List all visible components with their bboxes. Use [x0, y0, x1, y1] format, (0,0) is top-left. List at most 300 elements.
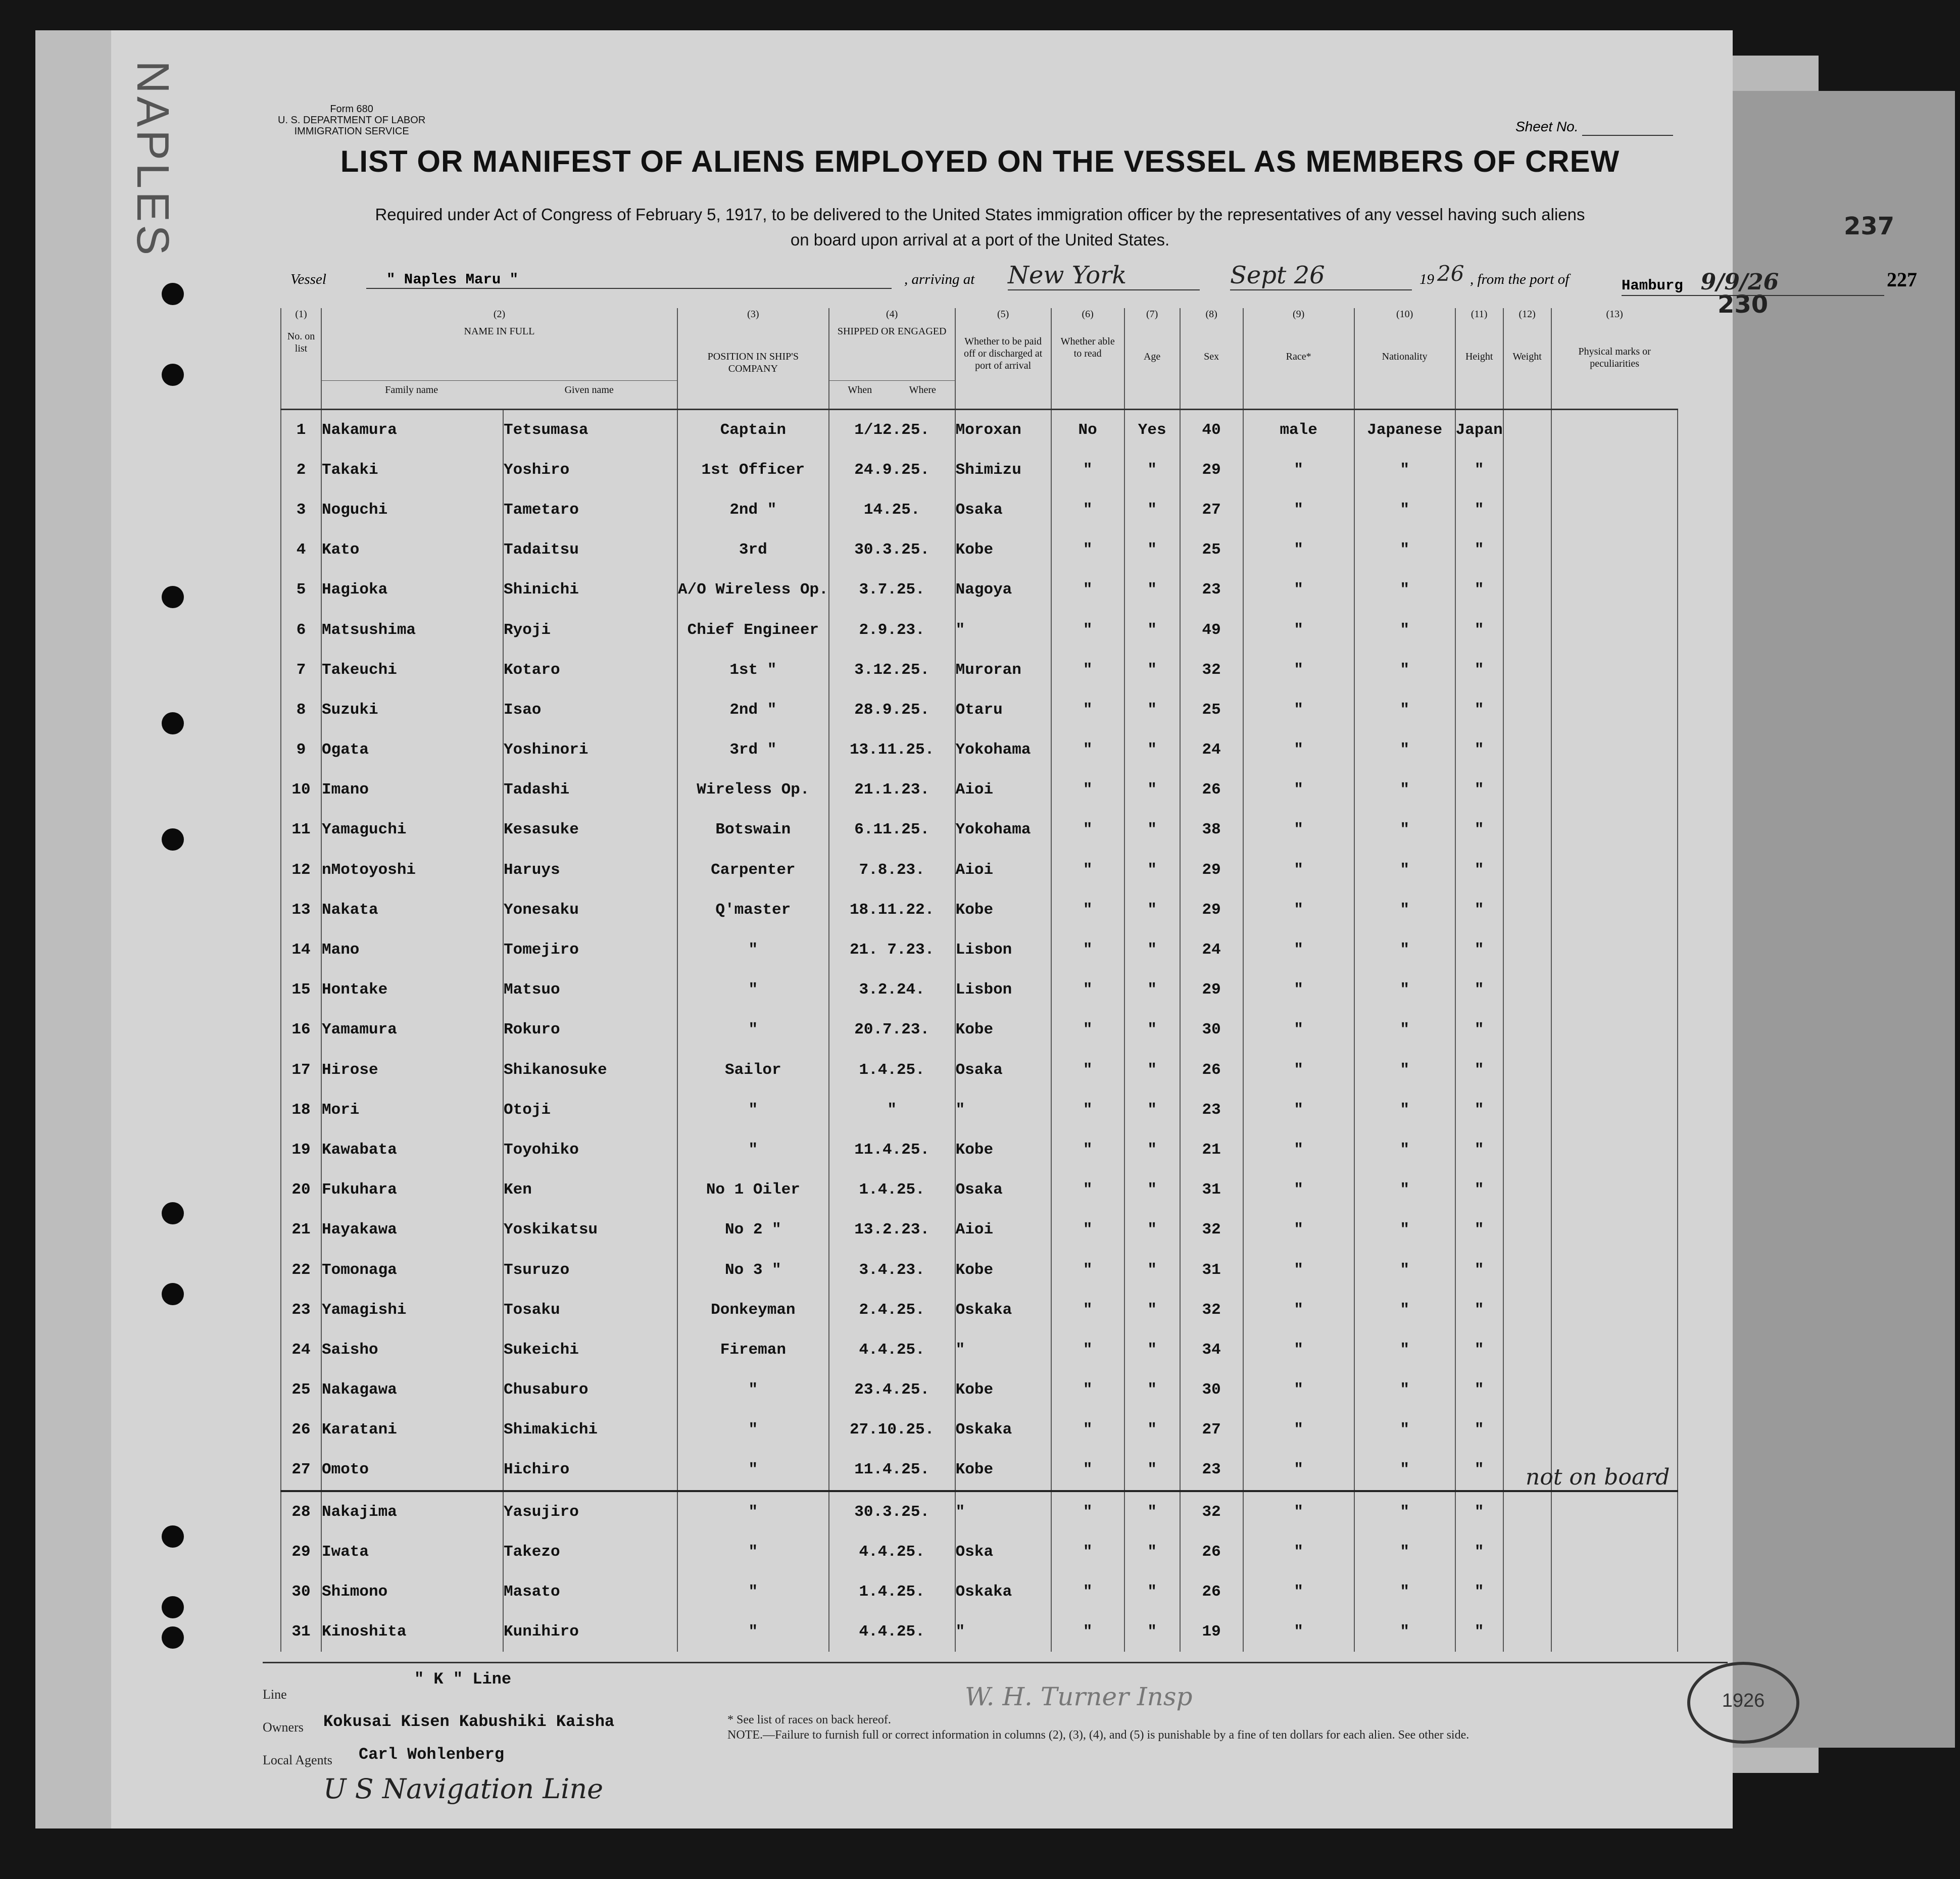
position-cell: Fireman — [677, 1330, 829, 1370]
given-name-cell: Yonesaku — [503, 890, 677, 930]
family-name-cell: Takeuchi — [321, 650, 503, 690]
shipped-where-cell: Kobe — [955, 1450, 1051, 1491]
able-to-read-cell: Yes — [1124, 409, 1180, 450]
sex-cell: " — [1243, 1612, 1354, 1652]
sex-cell: " — [1243, 610, 1354, 650]
shipped-where-cell: Yokohama — [955, 730, 1051, 770]
row-number-cell: 13 — [281, 890, 321, 930]
sex-cell: " — [1243, 1170, 1354, 1210]
race-cell: " — [1354, 1010, 1455, 1050]
given-name-cell: Matsuo — [503, 970, 677, 1010]
table-row — [281, 409, 1678, 450]
paid-off-cell: " — [1051, 530, 1124, 570]
shipped-where-cell: Kobe — [955, 1130, 1051, 1170]
able-to-read-cell: " — [1124, 850, 1180, 890]
able-to-read-cell: " — [1124, 970, 1180, 1010]
shipped-where-cell: Shimizu — [955, 450, 1051, 490]
position-cell: " — [677, 1010, 829, 1050]
able-to-read-cell: " — [1124, 730, 1180, 770]
family-name-cell: Yamaguchi — [321, 810, 503, 850]
table-row — [281, 1532, 1678, 1572]
race-cell: " — [1354, 1410, 1455, 1450]
shipped-where-cell: " — [955, 1612, 1051, 1652]
sex-cell: " — [1243, 1210, 1354, 1250]
able-to-read-cell: " — [1124, 930, 1180, 970]
punch-hole — [162, 586, 184, 608]
race-cell: " — [1354, 1370, 1455, 1410]
able-to-read-cell: " — [1124, 1532, 1180, 1572]
weight-cell — [1551, 1370, 1678, 1410]
age-cell: 34 — [1180, 1330, 1243, 1370]
age-cell: 29 — [1180, 970, 1243, 1010]
agents-label: Local Agents — [263, 1753, 332, 1767]
shipped-where-cell: Lisbon — [955, 970, 1051, 1010]
given-name-cell: Shimakichi — [503, 1410, 677, 1450]
race-cell: " — [1354, 1170, 1455, 1210]
shipped-where-cell: Osaka — [955, 1170, 1051, 1210]
shipped-when-cell: 20.7.23. — [829, 1010, 955, 1050]
shipped-when-cell: 13.2.23. — [829, 1210, 955, 1250]
paid-off-cell: " — [1051, 610, 1124, 650]
sex-cell: " — [1243, 1010, 1354, 1050]
given-name-cell: Yasujiro — [503, 1491, 677, 1532]
age-cell: 31 — [1180, 1170, 1243, 1210]
able-to-read-cell: " — [1124, 1370, 1180, 1410]
weight-cell — [1551, 1410, 1678, 1450]
punch-hole — [162, 1283, 184, 1305]
sex-cell: " — [1243, 490, 1354, 530]
age-cell: 31 — [1180, 1250, 1243, 1290]
weight-cell — [1551, 650, 1678, 690]
shipped-where-cell: Lisbon — [955, 930, 1051, 970]
family-name-cell: Hagioka — [321, 570, 503, 610]
punch-hole — [162, 712, 184, 734]
owners-value: Kokusai Kisen Kabushiki Kaisha — [323, 1712, 615, 1731]
race-cell: " — [1354, 1450, 1455, 1491]
nationality-cell: " — [1455, 490, 1503, 530]
able-to-read-cell: " — [1124, 1491, 1180, 1532]
nationality-cell: " — [1455, 690, 1503, 730]
race-cell: " — [1354, 850, 1455, 890]
able-to-read-cell: " — [1124, 1612, 1180, 1652]
height-cell — [1503, 1290, 1551, 1330]
age-cell: 23 — [1180, 1450, 1243, 1491]
shipped-where-cell: " — [955, 610, 1051, 650]
age-cell: 24 — [1180, 730, 1243, 770]
crew-manifest-table — [280, 308, 1678, 1652]
vessel-label: Vessel — [290, 271, 326, 287]
nationality-cell: " — [1455, 970, 1503, 1010]
given-name-cell: Kesasuke — [503, 810, 677, 850]
sex-cell: " — [1243, 1290, 1354, 1330]
position-cell: Captain — [677, 409, 829, 450]
position-cell: " — [677, 1612, 829, 1652]
able-to-read-cell: " — [1124, 1410, 1180, 1450]
family-name-cell: Hontake — [321, 970, 503, 1010]
nationality-cell: " — [1455, 1450, 1503, 1491]
paid-off-cell: " — [1051, 1612, 1124, 1652]
table-row — [281, 690, 1678, 730]
able-to-read-cell: " — [1124, 650, 1180, 690]
race-cell: " — [1354, 610, 1455, 650]
vessel-line — [290, 261, 1917, 295]
sex-cell: " — [1243, 1130, 1354, 1170]
sheet-number-label: Sheet No. — [1515, 119, 1673, 136]
shipped-when-cell: 3.4.23. — [829, 1250, 955, 1290]
table-row — [281, 650, 1678, 690]
departure-date: 9/9/26 — [1700, 269, 1779, 295]
sex-cell: " — [1243, 1370, 1354, 1410]
weight-cell — [1551, 890, 1678, 930]
nationality-cell: Japan — [1455, 409, 1503, 450]
weight-cell — [1551, 1612, 1678, 1652]
side-port-stamp: NAPLES — [127, 61, 178, 259]
given-name-cell: Chusaburo — [503, 1370, 677, 1410]
col-header-read: (6) Whether able to read — [1051, 308, 1124, 409]
shipped-when-cell: 4.4.25. — [829, 1612, 955, 1652]
height-cell — [1503, 770, 1551, 810]
age-cell: 25 — [1180, 530, 1243, 570]
race-cell: " — [1354, 730, 1455, 770]
sex-cell: " — [1243, 970, 1354, 1010]
given-name-cell: Tadaitsu — [503, 530, 677, 570]
paid-off-cell: " — [1051, 1290, 1124, 1330]
family-name-cell: nMotoyoshi — [321, 850, 503, 890]
weight-cell — [1551, 810, 1678, 850]
given-name-cell: Tosaku — [503, 1290, 677, 1330]
able-to-read-cell: " — [1124, 890, 1180, 930]
age-cell: 32 — [1180, 1210, 1243, 1250]
row-number-cell: 11 — [281, 810, 321, 850]
height-cell — [1503, 690, 1551, 730]
col-header-name: (2) NAME IN FULL Family name Given name — [321, 308, 677, 409]
shipped-when-cell: 11.4.25. — [829, 1450, 955, 1491]
given-name-cell: Toyohiko — [503, 1130, 677, 1170]
row-number-cell: 8 — [281, 690, 321, 730]
shipped-when-cell: 18.11.22. — [829, 890, 955, 930]
race-cell: " — [1354, 690, 1455, 730]
shipped-when-cell: 23.4.25. — [829, 1370, 955, 1410]
row-number-cell: 17 — [281, 1050, 321, 1090]
race-cell: " — [1354, 1290, 1455, 1330]
races-note: * See list of races on back hereof. — [727, 1713, 891, 1726]
shipped-where-cell: Otaru — [955, 690, 1051, 730]
table-row — [281, 1290, 1678, 1330]
sex-cell: " — [1243, 570, 1354, 610]
age-cell: 25 — [1180, 690, 1243, 730]
weight-cell — [1551, 770, 1678, 810]
nationality-cell: " — [1455, 1330, 1503, 1370]
shipped-when-cell: 1.4.25. — [829, 1050, 955, 1090]
family-name-cell: Omoto — [321, 1450, 503, 1491]
race-cell: " — [1354, 770, 1455, 810]
row-number-cell: 21 — [281, 1210, 321, 1250]
row-number-cell: 28 — [281, 1491, 321, 1532]
row-number-cell: 3 — [281, 490, 321, 530]
age-cell: 29 — [1180, 890, 1243, 930]
row-27-note: not on board — [1526, 1464, 1670, 1490]
position-cell: A/O Wireless Op. — [677, 570, 829, 610]
paid-off-cell: " — [1051, 1450, 1124, 1491]
family-name-cell: Kawabata — [321, 1130, 503, 1170]
paid-off-cell: " — [1051, 1330, 1124, 1370]
col-header-weight: (12) Weight — [1503, 308, 1551, 409]
row-number-cell: 15 — [281, 970, 321, 1010]
shipped-where-cell: Kobe — [955, 530, 1051, 570]
nationality-cell: " — [1455, 1010, 1503, 1050]
given-name-cell: Ryoji — [503, 610, 677, 650]
able-to-read-cell: " — [1124, 1290, 1180, 1330]
position-cell: " — [677, 1450, 829, 1491]
paid-off-cell: " — [1051, 1250, 1124, 1290]
shipped-when-cell: 7.8.23. — [829, 850, 955, 890]
sex-cell: " — [1243, 1572, 1354, 1612]
sex-cell: " — [1243, 1250, 1354, 1290]
position-cell: " — [677, 1090, 829, 1130]
family-name-cell: Mano — [321, 930, 503, 970]
weight-cell — [1551, 450, 1678, 490]
table-row — [281, 450, 1678, 490]
row-number-cell: 2 — [281, 450, 321, 490]
sex-cell: " — [1243, 1330, 1354, 1370]
table-row — [281, 930, 1678, 970]
paid-off-cell: " — [1051, 1010, 1124, 1050]
shipped-when-cell: 4.4.25. — [829, 1532, 955, 1572]
paid-off-cell: " — [1051, 690, 1124, 730]
position-cell: " — [677, 1410, 829, 1450]
shipped-where-cell: Kobe — [955, 1010, 1051, 1050]
position-cell: Wireless Op. — [677, 770, 829, 810]
sex-cell: " — [1243, 450, 1354, 490]
race-cell: " — [1354, 1250, 1455, 1290]
row-number-cell: 12 — [281, 850, 321, 890]
table-row — [281, 610, 1678, 650]
position-cell: 3rd — [677, 530, 829, 570]
position-cell: Chief Engineer — [677, 610, 829, 650]
paid-off-cell: " — [1051, 1572, 1124, 1612]
family-name-cell: Takaki — [321, 450, 503, 490]
height-cell — [1503, 1050, 1551, 1090]
position-cell: 3rd " — [677, 730, 829, 770]
paid-off-cell: " — [1051, 1210, 1124, 1250]
punch-hole — [162, 283, 184, 305]
given-name-cell: Tadashi — [503, 770, 677, 810]
height-cell — [1503, 970, 1551, 1010]
able-to-read-cell: " — [1124, 1250, 1180, 1290]
page-title: LIST OR MANIFEST OF ALIENS EMPLOYED ON THE VESSEL AS MEMBERS OF CREW — [340, 144, 1620, 178]
shipped-when-cell: " — [829, 1090, 955, 1130]
position-cell: 2nd " — [677, 490, 829, 530]
family-name-cell: Mori — [321, 1090, 503, 1130]
nationality-cell: " — [1455, 730, 1503, 770]
given-name-cell: Tetsumasa — [503, 409, 677, 450]
given-name-cell: Ken — [503, 1170, 677, 1210]
height-cell — [1503, 1612, 1551, 1652]
table-row — [281, 570, 1678, 610]
col-header-position: (3) POSITION IN SHIP'S COMPANY — [677, 308, 829, 409]
row-number-cell: 7 — [281, 650, 321, 690]
nationality-cell: " — [1455, 1210, 1503, 1250]
punch-hole — [162, 1596, 184, 1618]
position-cell: Carpenter — [677, 850, 829, 890]
shipped-when-cell: 3.2.24. — [829, 970, 955, 1010]
age-cell: 32 — [1180, 650, 1243, 690]
able-to-read-cell: " — [1124, 1450, 1180, 1491]
height-cell — [1503, 1410, 1551, 1450]
family-name-cell: Hayakawa — [321, 1210, 503, 1250]
position-cell: 1st " — [677, 650, 829, 690]
sex-cell: " — [1243, 1532, 1354, 1572]
sex-cell: male — [1243, 409, 1354, 450]
family-name-cell: Yamamura — [321, 1010, 503, 1050]
given-name-cell: Masato — [503, 1572, 677, 1612]
paid-off-cell: " — [1051, 770, 1124, 810]
row-number-cell: 16 — [281, 1010, 321, 1050]
table-row — [281, 1250, 1678, 1290]
row-number-cell: 30 — [281, 1572, 321, 1612]
position-cell: 1st Officer — [677, 450, 829, 490]
age-cell: 26 — [1180, 1572, 1243, 1612]
nationality-cell: " — [1455, 1250, 1503, 1290]
office-stamp: 1926 — [1687, 1662, 1799, 1744]
weight-cell — [1551, 409, 1678, 450]
table-row — [281, 1010, 1678, 1050]
nationality-cell: " — [1455, 450, 1503, 490]
age-cell: 26 — [1180, 1050, 1243, 1090]
height-cell — [1503, 1330, 1551, 1370]
col-header-no: (1) No. on list — [281, 308, 321, 409]
paid-off-cell: " — [1051, 970, 1124, 1010]
given-name-cell: Takezo — [503, 1532, 677, 1572]
shipped-when-cell: 4.4.25. — [829, 1330, 955, 1370]
nationality-cell: " — [1455, 890, 1503, 930]
shipped-when-cell: 1.4.25. — [829, 1170, 955, 1210]
table-row — [281, 1572, 1678, 1612]
shipped-when-cell: 11.4.25. — [829, 1130, 955, 1170]
table-row — [281, 850, 1678, 890]
shipped-when-cell: 6.11.25. — [829, 810, 955, 850]
table-row — [281, 1370, 1678, 1410]
shipped-where-cell: Oskaka — [955, 1290, 1051, 1330]
family-name-cell: Saisho — [321, 1330, 503, 1370]
shipped-when-cell: 21.1.23. — [829, 770, 955, 810]
nationality-cell: " — [1455, 1170, 1503, 1210]
race-cell: " — [1354, 490, 1455, 530]
paid-off-cell: " — [1051, 730, 1124, 770]
height-cell — [1503, 490, 1551, 530]
weight-cell — [1551, 1572, 1678, 1612]
table-row — [281, 1491, 1678, 1532]
nationality-cell: " — [1455, 930, 1503, 970]
nationality-cell: " — [1455, 770, 1503, 810]
position-cell: " — [677, 1370, 829, 1410]
page-subtitle — [273, 202, 1687, 253]
height-cell — [1503, 530, 1551, 570]
weight-cell — [1551, 1250, 1678, 1290]
able-to-read-cell: " — [1124, 1210, 1180, 1250]
col-header-sex: (8) Sex — [1180, 308, 1243, 409]
sex-cell: " — [1243, 1090, 1354, 1130]
age-cell: 32 — [1180, 1491, 1243, 1532]
shipped-where-cell: Aioi — [955, 770, 1051, 810]
year-prefix: 19 — [1419, 271, 1434, 287]
given-name-cell: Tametaro — [503, 490, 677, 530]
nationality-cell: " — [1455, 1532, 1503, 1572]
family-name-cell: Shimono — [321, 1572, 503, 1612]
shipped-where-cell: Aioi — [955, 850, 1051, 890]
sex-cell: " — [1243, 1491, 1354, 1532]
paid-off-cell: " — [1051, 1130, 1124, 1170]
sex-cell: " — [1243, 730, 1354, 770]
age-cell: 29 — [1180, 850, 1243, 890]
nationality-cell: " — [1455, 1410, 1503, 1450]
shipped-when-cell: 3.7.25. — [829, 570, 955, 610]
given-name-cell: Haruys — [503, 850, 677, 890]
position-cell: Sailor — [677, 1050, 829, 1090]
shipped-when-cell: 1.4.25. — [829, 1572, 955, 1612]
margin-number-second: 230 — [1718, 290, 1769, 319]
row-number-cell: 14 — [281, 930, 321, 970]
height-cell — [1503, 1250, 1551, 1290]
able-to-read-cell: " — [1124, 610, 1180, 650]
family-name-cell: Yamagishi — [321, 1290, 503, 1330]
height-cell — [1503, 930, 1551, 970]
row-number-cell: 10 — [281, 770, 321, 810]
nationality-cell: " — [1455, 1572, 1503, 1612]
height-cell — [1503, 450, 1551, 490]
family-name-cell: Nakata — [321, 890, 503, 930]
age-cell: 29 — [1180, 450, 1243, 490]
sex-cell: " — [1243, 1410, 1354, 1450]
age-cell: 26 — [1180, 1532, 1243, 1572]
nationality-cell: " — [1455, 1130, 1503, 1170]
row-number-cell: 22 — [281, 1250, 321, 1290]
nationality-cell: " — [1455, 1612, 1503, 1652]
family-name-cell: Matsushima — [321, 610, 503, 650]
shipped-where-cell: Kobe — [955, 1370, 1051, 1410]
row-number-cell: 25 — [281, 1370, 321, 1410]
col-header-marks: (13) Physical marks or peculiarities — [1551, 308, 1678, 409]
family-name-cell: Noguchi — [321, 490, 503, 530]
nationality-cell: " — [1455, 1050, 1503, 1090]
page-number: 227 — [1887, 268, 1917, 291]
punch-hole — [162, 1525, 184, 1548]
subtitle-line-2: on board upon arrival at a port of the United States. — [790, 230, 1170, 249]
family-name-cell: Tomonaga — [321, 1250, 503, 1290]
position-cell: " — [677, 1491, 829, 1532]
weight-cell — [1551, 970, 1678, 1010]
given-name-cell: Shikanosuke — [503, 1050, 677, 1090]
sex-cell: " — [1243, 1050, 1354, 1090]
punch-hole — [162, 1626, 184, 1649]
race-cell: " — [1354, 1210, 1455, 1250]
weight-cell — [1551, 530, 1678, 570]
subtitle-line-1: Required under Act of Congress of February 5, 1917, to be delivered to the United States immigration officer by the representatives of any vessel having such aliens — [375, 205, 1585, 224]
height-cell — [1503, 610, 1551, 650]
shipped-when-cell: 30.3.25. — [829, 1491, 955, 1532]
shipped-where-cell: Aioi — [955, 1210, 1051, 1250]
shipped-where-cell: Muroran — [955, 650, 1051, 690]
race-cell: " — [1354, 530, 1455, 570]
position-cell: Botswain — [677, 810, 829, 850]
shipped-where-cell: Osaka — [955, 490, 1051, 530]
age-cell: 24 — [1180, 930, 1243, 970]
table-row — [281, 1410, 1678, 1450]
race-cell: " — [1354, 1572, 1455, 1612]
height-cell — [1503, 1130, 1551, 1170]
position-cell: No 1 Oiler — [677, 1170, 829, 1210]
race-cell: " — [1354, 650, 1455, 690]
